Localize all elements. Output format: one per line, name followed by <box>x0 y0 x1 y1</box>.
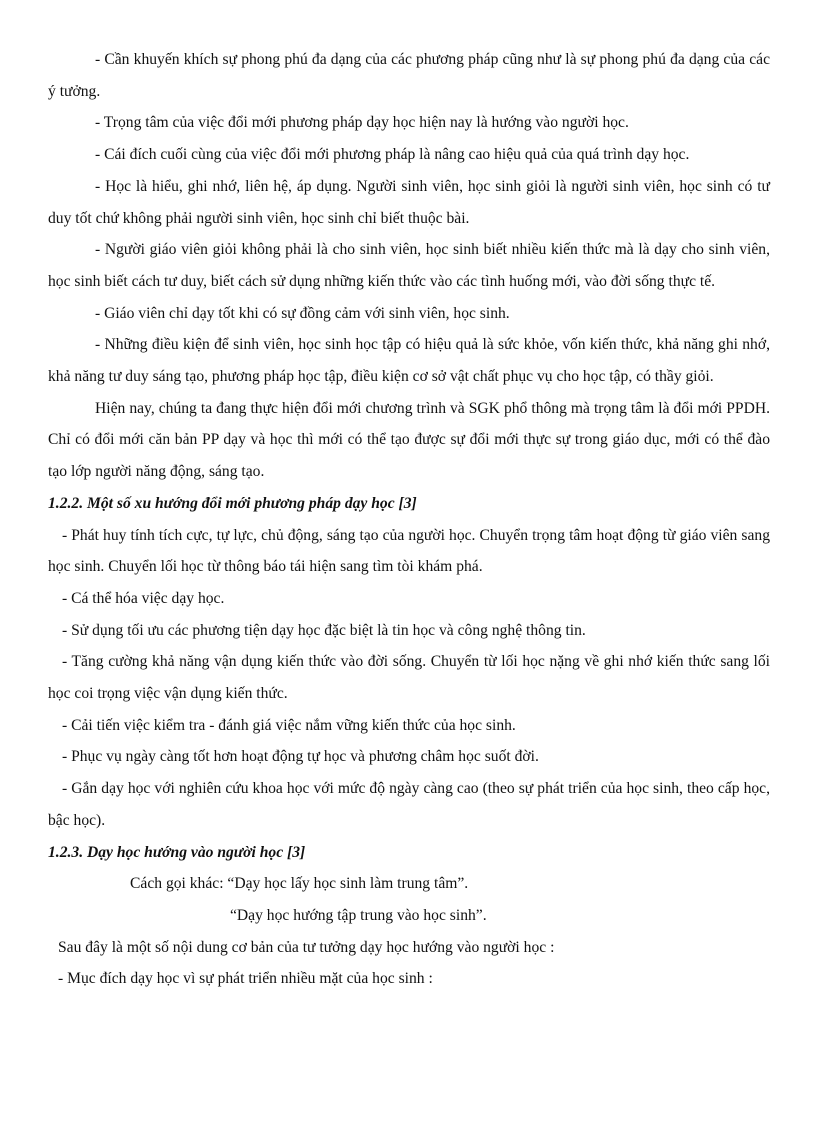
paragraph-learning: - Học là hiểu, ghi nhớ, liên hệ, áp dụng. Người sinh viên, học sinh giỏi là người sinh viên, học sinh có tư duy tốt chứ không phải người sinh viên, học sinh chỉ biết thuộc bài. <box>48 177 770 227</box>
alternative-name-line: “Dạy học hướng tập trung vào học sinh”. <box>230 906 487 924</box>
trend-item: - Phát huy tính tích cực, tự lực, chủ động, sáng tạo của người học. Chuyển trọng tâm hoạt động từ giáo viên sang học sinh. Chuyển lối học từ thông báo tái hiện sang tìm tòi khám phá. <box>48 526 770 576</box>
paragraph-empathy: - Giáo viên chỉ dạy tốt khi có sự đồng cảm với sinh viên, học sinh. <box>95 304 510 322</box>
paragraph-current-reform: Hiện nay, chúng ta đang thực hiện đổi mới chương trình và SGK phổ thông mà trọng tâm là đổi mới PPDH. Chỉ có đổi mới căn bản PP dạy và học thì mới có thể tạo được sự đổi mới thực sự trong giáo dục, mới có thể đào tạo lớp người năng động, sáng tạo. <box>48 399 770 481</box>
goal-line: - Mục đích dạy học vì sự phát triển nhiều mặt của học sinh : <box>58 970 433 988</box>
trend-item: - Gắn dạy học với nghiên cứu khoa học với mức độ ngày càng cao (theo sự phát triển của học sinh, theo cấp học, bậc học). <box>48 780 770 829</box>
intro-line: Sau đây là một số nội dung cơ bản của tư tưởng dạy học hướng vào người học : <box>58 938 555 956</box>
section-heading-1-2-2: 1.2.2. Một số xu hướng đổi mới phương pháp dạy học [3] <box>48 494 417 512</box>
trend-item: - Cải tiến việc kiểm tra - đánh giá việc nắm vững kiến thức của học sinh. <box>62 716 516 734</box>
trend-item: - Tăng cường khả năng vận dụng kiến thức vào đời sống. Chuyển từ lối học nặng về ghi nhớ kiến thức sang lối học coi trọng việc vận dụng kiến thức. <box>48 653 770 703</box>
alternative-name-line: Cách gọi khác: “Dạy học lấy học sinh làm trung tâm”. <box>130 875 469 893</box>
paragraph-diversity: - Cần khuyến khích sự phong phú đa dạng của các phương pháp cũng như là sự phong phú đa dạng của các ý tưởng. <box>48 51 770 100</box>
paragraph-good-teacher: - Người giáo viên giỏi không phải là cho sinh viên, học sinh biết nhiều kiến thức mà là dạy cho sinh viên, học sinh biết cách tư duy, biết cách sử dụng những kiến thức vào các tình huống mới, vào đời sống thực tế. <box>48 241 770 290</box>
paragraph-goal: - Cái đích cuối cùng của việc đổi mới phương pháp là nâng cao hiệu quả của quá trình dạy học. <box>95 146 690 164</box>
paragraph-focus: - Trọng tâm của việc đổi mới phương pháp dạy học hiện nay là hướng vào người học. <box>95 114 629 132</box>
trend-item: - Phục vụ ngày càng tốt hơn hoạt động tự học và phương châm học suốt đời. <box>62 748 539 766</box>
document-page <box>48 44 770 995</box>
section-heading-1-2-3: 1.2.3. Dạy học hướng vào người học [3] <box>48 843 306 861</box>
paragraph-conditions: - Những điều kiện để sinh viên, học sinh học tập có hiệu quả là sức khỏe, vốn kiến thức, khả năng ghi nhớ, khả năng tư duy sáng tạo, phương pháp học tập, điều kiện cơ sở vật chất phục vụ cho học tập, có thầy giỏi. <box>48 336 770 386</box>
trend-item: - Sử dụng tối ưu các phương tiện dạy học đặc biệt là tin học và công nghệ thông tin. <box>62 621 586 639</box>
trend-item: - Cá thể hóa việc dạy học. <box>62 589 225 607</box>
